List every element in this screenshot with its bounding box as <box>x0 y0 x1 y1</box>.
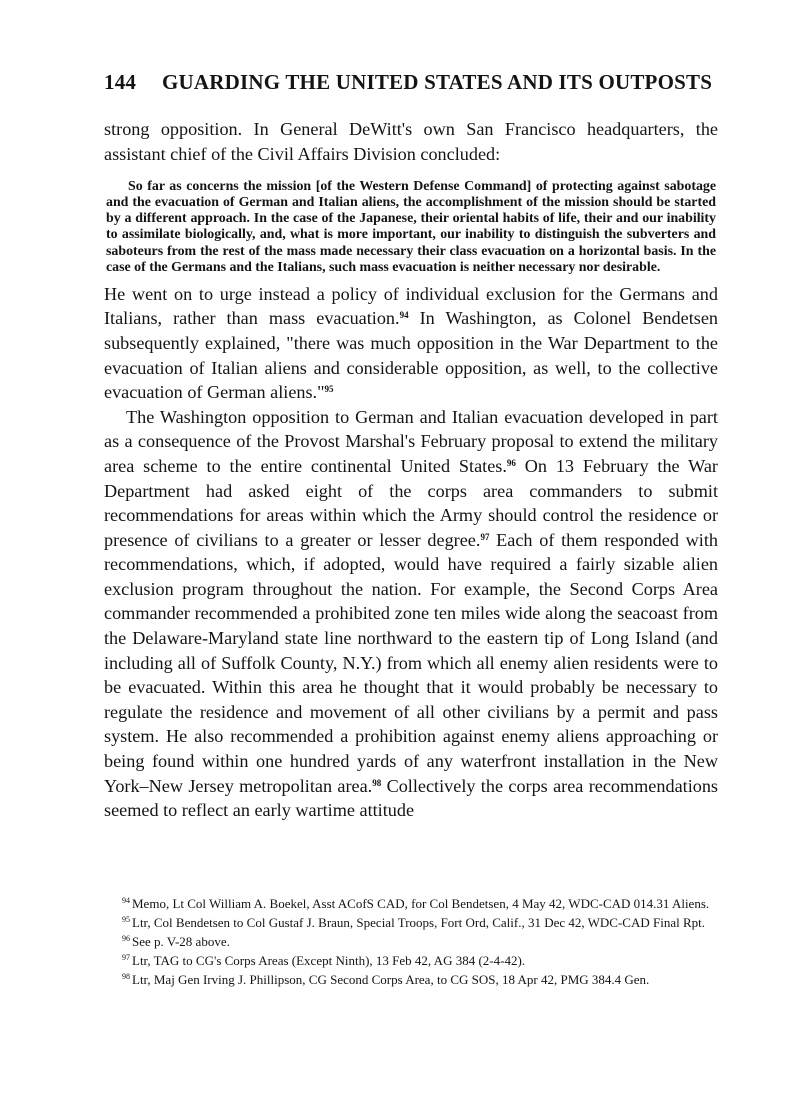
footnote-96 <box>104 931 718 950</box>
footnote-98 <box>104 969 718 988</box>
footnote-mark: 97 <box>122 953 130 962</box>
footnote-97 <box>104 950 718 969</box>
footnote-mark: 94 <box>122 896 130 905</box>
paragraph-1-text-b: In Washington, as Colonel Bendetsen subsequently explained, "there was much opposition in the War Department to the evacuation of Italian aliens and considerable opposition, as well, to the collective evacuation of German aliens." <box>104 308 718 403</box>
footnote-text: Ltr, TAG to CG's Corps Areas (Except Ninth), 13 Feb 42, AG 384 (2-4-42). <box>132 953 526 968</box>
footnote-ref-98: 98 <box>372 777 382 788</box>
footnotes <box>104 893 718 988</box>
paragraph-2 <box>104 405 718 823</box>
footnote-ref-96: 96 <box>506 457 516 468</box>
paragraph-1-text-a: He went on to urge instead a policy of individual exclusion for the Germans and Italians, rather than mass evacuation. <box>104 283 718 329</box>
page-number: 144 <box>104 70 137 94</box>
intro-paragraph: strong opposition. In General DeWitt's own San Francisco headquarters, the assistant chief of the Civil Affairs Division concluded: <box>104 119 718 164</box>
footnote-94 <box>104 893 718 912</box>
paragraph-2-text-d: Collectively the corps area recommendations seemed to reflect an early wartime attitude <box>104 775 719 821</box>
footnote-text: Memo, Lt Col William A. Boekel, Asst ACofS CAD, for Col Bendetsen, 4 May 42, WDC-CAD 014.31 Aliens. <box>132 896 710 911</box>
paragraph-2-text-a: The Washington opposition to German and Italian evacuation developed in part as a consequence of the Provost Marshal's February proposal to extend the military area scheme to the entire continental United States. <box>104 406 718 476</box>
block-quote: So far as concerns the mission [of the Western Defense Command] of protecting against sabotage and the evacuation of German and Italian aliens, the accomplishment of the mission should be started by a different approach. In the case of the Japanese, their oriental habits of life, their and our inability to assimilate biologically, and, what is more important, our inability to distinguish the subverters and saboteurs from the rest of the mass made necessary their class evacuation on a horizontal basis. In the case of the Germans and the Italians, such mass evacuation is neither necessary nor desirable. <box>106 179 716 275</box>
footnote-text: Ltr, Col Bendetsen to Col Gustaf J. Braun, Special Troops, Fort Ord, Calif., 31 Dec 42, WDC-CAD Final Rpt. <box>132 915 706 930</box>
running-head-title: GUARDING THE UNITED STATES AND ITS OUTPOSTS <box>162 70 713 94</box>
footnote-ref-95: 95 <box>324 384 334 395</box>
footnote-text: See p. V-28 above. <box>132 934 230 949</box>
footnote-ref-97: 97 <box>480 531 490 542</box>
paragraph-2-text-c: Each of them responded with recommendations, which, if adopted, would have required a fairly sizable alien exclusion program throughout the nation. For example, the Second Corps Area commander recommended a prohibited zone ten miles wide along the seacoast from the Delaware-Maryland state line northward to the eastern tip of Long Island (and including all of Suffolk County, N.Y.) from which all enemy alien residents were to be evacuated. Within this area he thought that it would probably be necessary to regulate the residence and movement of all other civilians by a permit and pass system. He also recommended a prohibition against enemy aliens approaching or being found within one hundred yards of any waterfront installation in the New York–New Jersey metropolitan area. <box>104 529 718 796</box>
footnote-mark: 98 <box>122 972 130 981</box>
footnote-mark: 96 <box>122 934 130 943</box>
page-body <box>104 70 718 823</box>
footnote-text: Ltr, Maj Gen Irving J. Phillipson, CG Second Corps Area, to CG SOS, 18 Apr 42, PMG 384.4 Gen. <box>132 972 650 987</box>
paragraph-2-text-b: On 13 February the War Department had asked eight of the corps area commanders to submit recommendations for areas within which the Army should control the residence or presence of civilians to a greater or lesser degree. <box>104 455 718 550</box>
footnote-95 <box>104 912 718 931</box>
footnote-ref-94: 94 <box>399 310 409 321</box>
footnote-mark: 95 <box>122 915 130 924</box>
paragraph-1 <box>104 282 718 405</box>
running-head <box>104 70 718 95</box>
